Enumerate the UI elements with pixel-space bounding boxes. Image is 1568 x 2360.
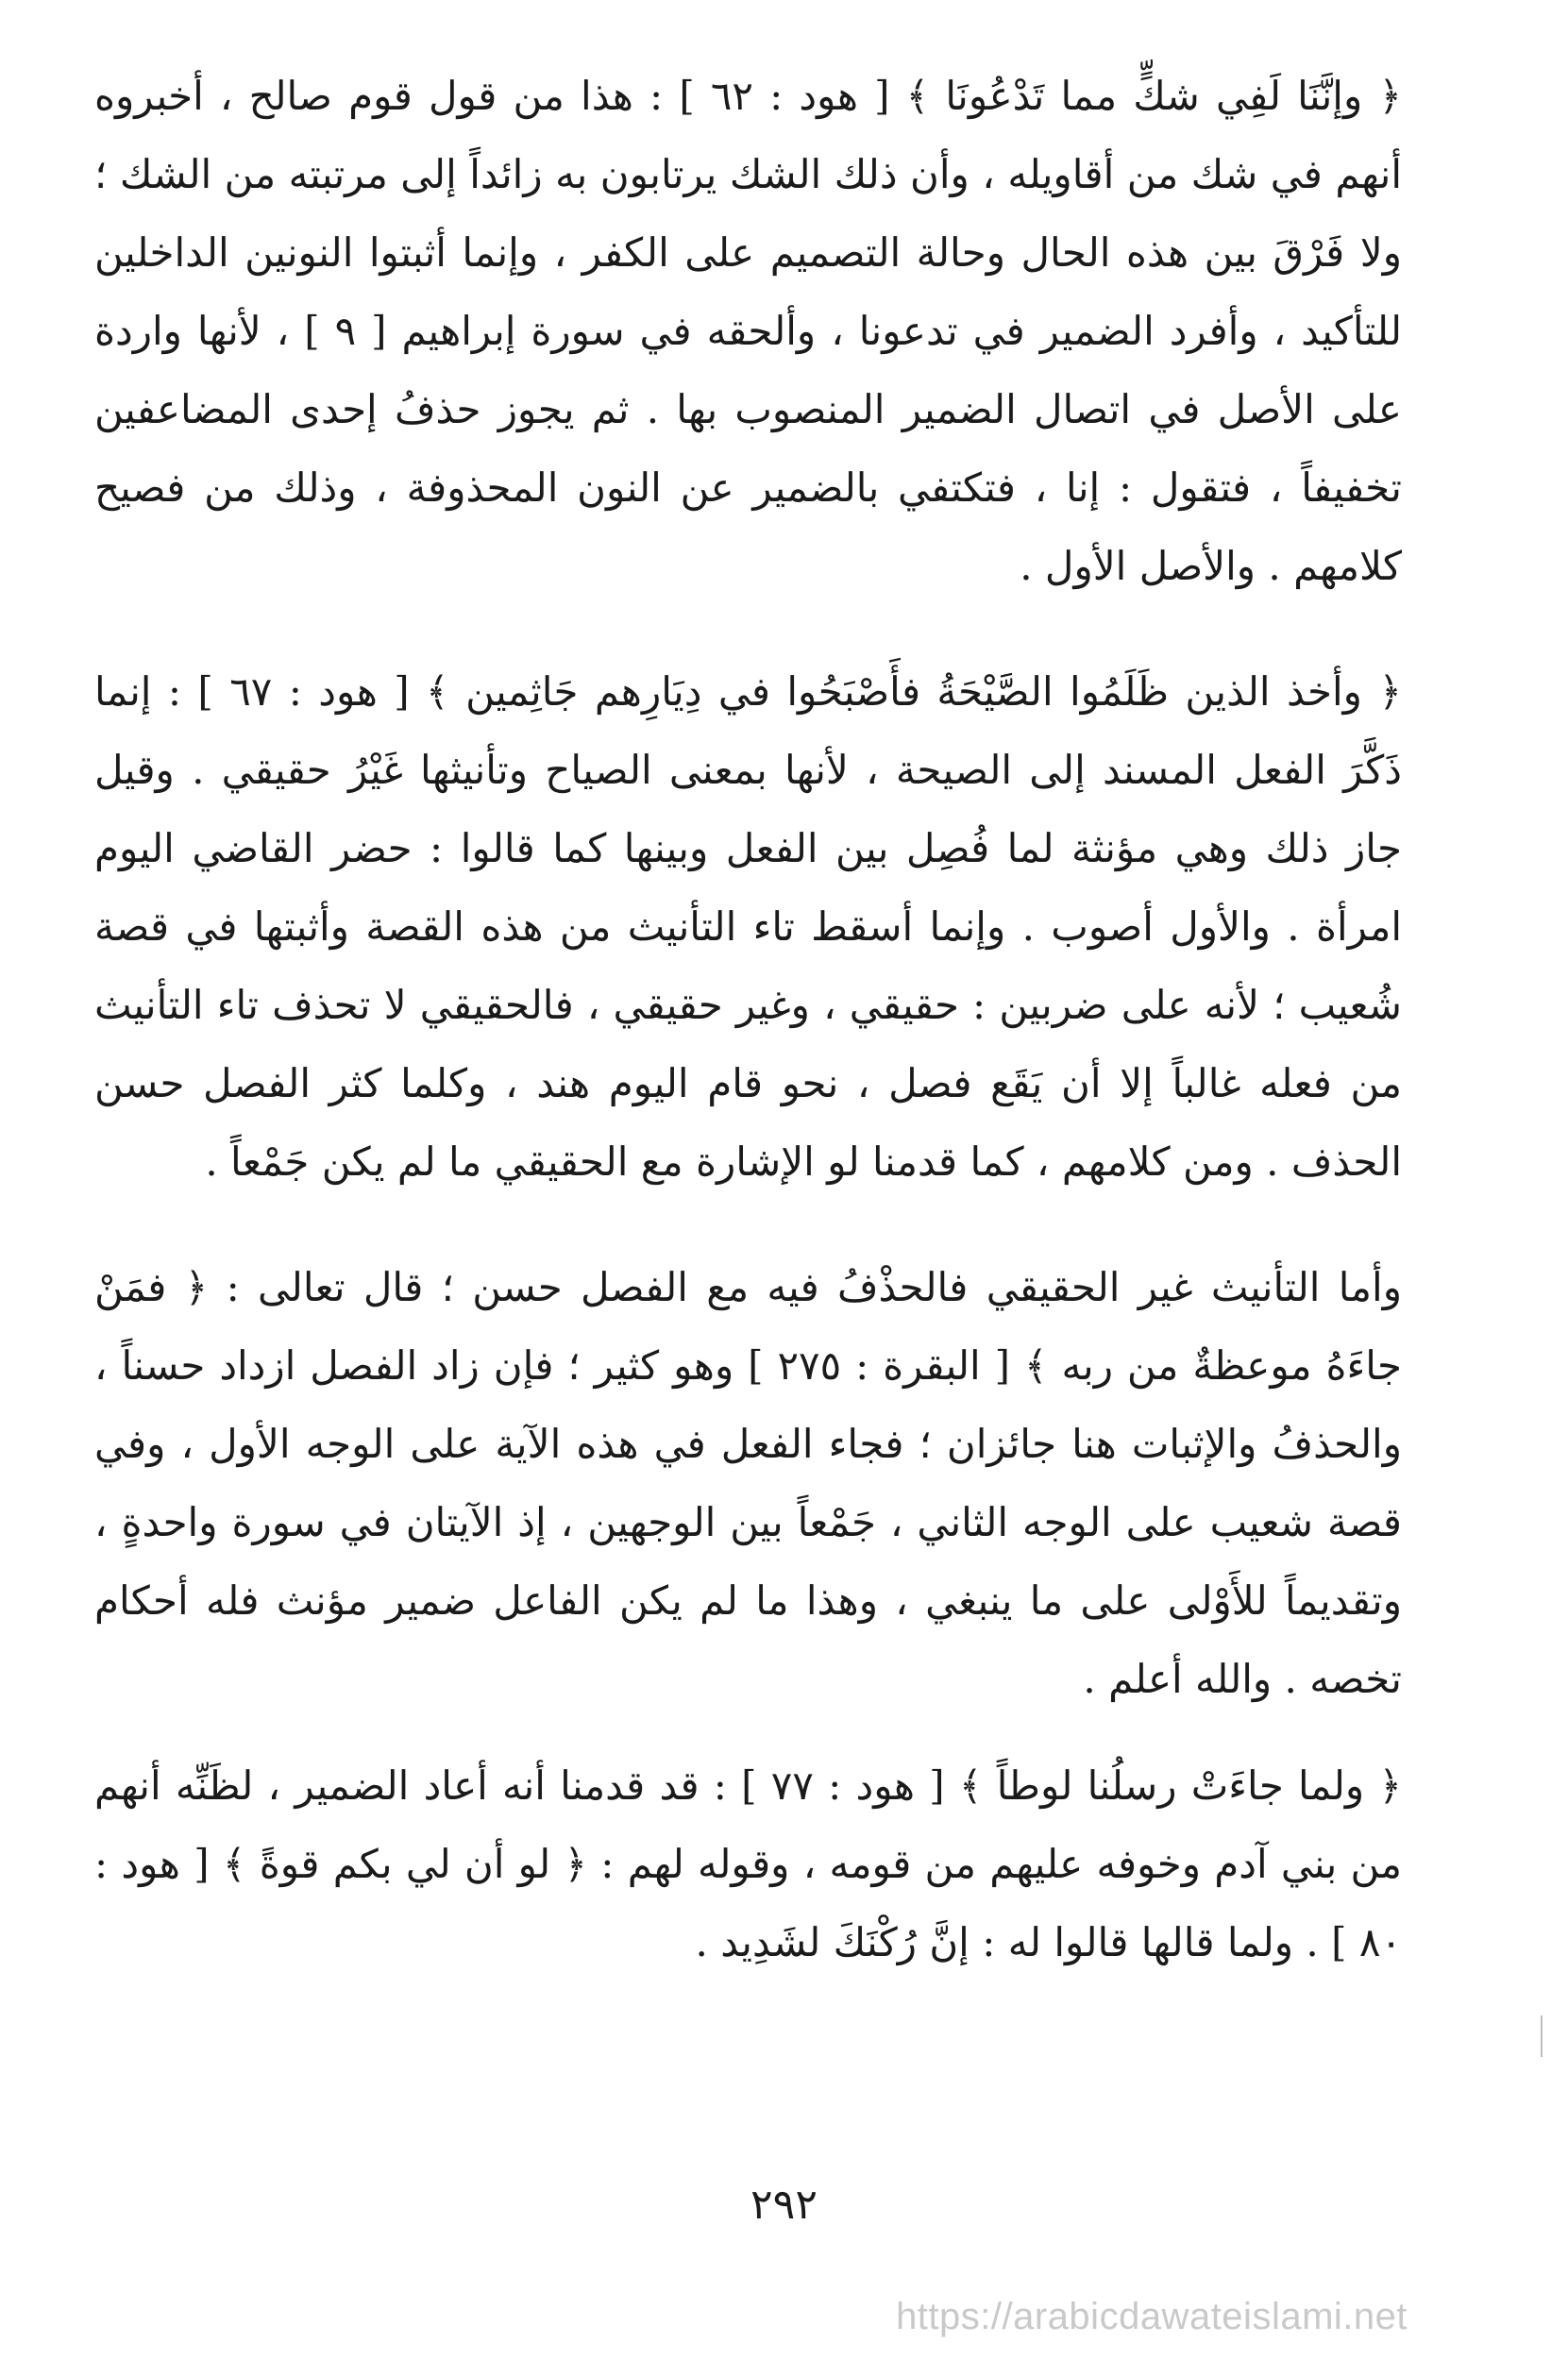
page-number: ٢٩٢ [750,2181,818,2229]
paragraph-1: ﴿ وإنَّنَا لَفِي شكٍّ مما تَدْعُونَا ﴾ [ هود : ٦٢ ] : هذا من قول قوم صالح ، أخبروه أنهم في شك من أقاويله ، وأن ذلك الشك يرتابون به زائداً إلى مرتبته من الشك ؛ ولا فَرْقَ بين هذه الحال وحالة التصميم على الكفر ، وإنما أثبتوا النونين الداخلين للتأكيد ، وأفرد الضمير في تدعونا ، وألحقه في سورة إبراهيم [ ٩ ] ، لأنها واردة على الأصل في اتصال الضمير المنصوب بها . ثم يجوز حذفُ إحدى المضاعفين تخفيفاً ، فتقول : إنا ، فتكتفي بالضمير عن النون المحذوفة ، وذلك من فصيح كلامهم . والأصل الأول . [94,73,1402,589]
paragraph-4: ﴿ ولما جاءَتْ رسلُنا لوطاً ﴾ [ هود : ٧٧ ] : قد قدمنا أنه أعاد الضمير ، لظَنِّه أنهم من بني آدم وخوفه عليهم من قومه ، وقوله لهم : ﴿ لو أن لي بكم قوةً ﴾ [ هود : ٨٠ ] . ولما قالها قالوا له : إنَّ رُكْنَكَ لشَدِيد . [94,1762,1402,1965]
page-body [94,57,1402,1981]
margin-mark [1541,2015,1543,2057]
paragraph-2: ﴿ وأخذ الذين ظَلَمُوا الصَّيْحَةُ فأَصْبَحُوا في دِيَارِهم جَاثِمين ﴾ [ هود : ٦٧ ] : إنما ذَكَّرَ الفعل المسند إلى الصيحة ، لأنها بمعنى الصياح وتأنيثها غَيْرُ حقيقي . وقيل جاز ذلك وهي مؤنثة لما فُصِل بين الفعل وبينها كما قالوا : حضر القاضي اليوم امرأة . والأول أصوب . وإنما أسقط تاء التأنيث من هذه القصة وأثبتها في قصة شُعيب ؛ لأنه على ضربين : حقيقي ، وغير حقيقي ، فالحقيقي لا تحذف تاء التأنيث من فعله غالباً إلا أن يَقَع فصل ، نحو قام اليوم هند ، وكلما كثر الفصل حسن الحذف . ومن كلامهم ، كما قدمنا لو الإشارة مع الحقيقي ما لم يكن جَمْعاً . [94,668,1402,1185]
paragraph-3: وأما التأنيث غير الحقيقي فالحذْفُ فيه مع الفصل حسن ؛ قال تعالى : ﴿ فمَنْ جاءَهُ موعظةٌ من ربه ﴾ [ البقرة : ٢٧٥ ] وهو كثير ؛ فإن زاد الفصل ازداد حسناً ، والحذفُ والإثبات هنا جائزان ؛ فجاء الفعل في هذه الآية على الوجه الأول ، وفي قصة شعيب على الوجه الثاني ، جَمْعاً بين الوجهين ، إذ الآيتان في سورة واحدةٍ ، وتقديماً للأَوْلى على ما ينبغي ، وهذا ما لم يكن الفاعل ضمير مؤنث فله أحكام تخصه . والله أعلم . [94,1264,1402,1702]
watermark-url: https://arabicdawateislami.net [896,2296,1408,2337]
